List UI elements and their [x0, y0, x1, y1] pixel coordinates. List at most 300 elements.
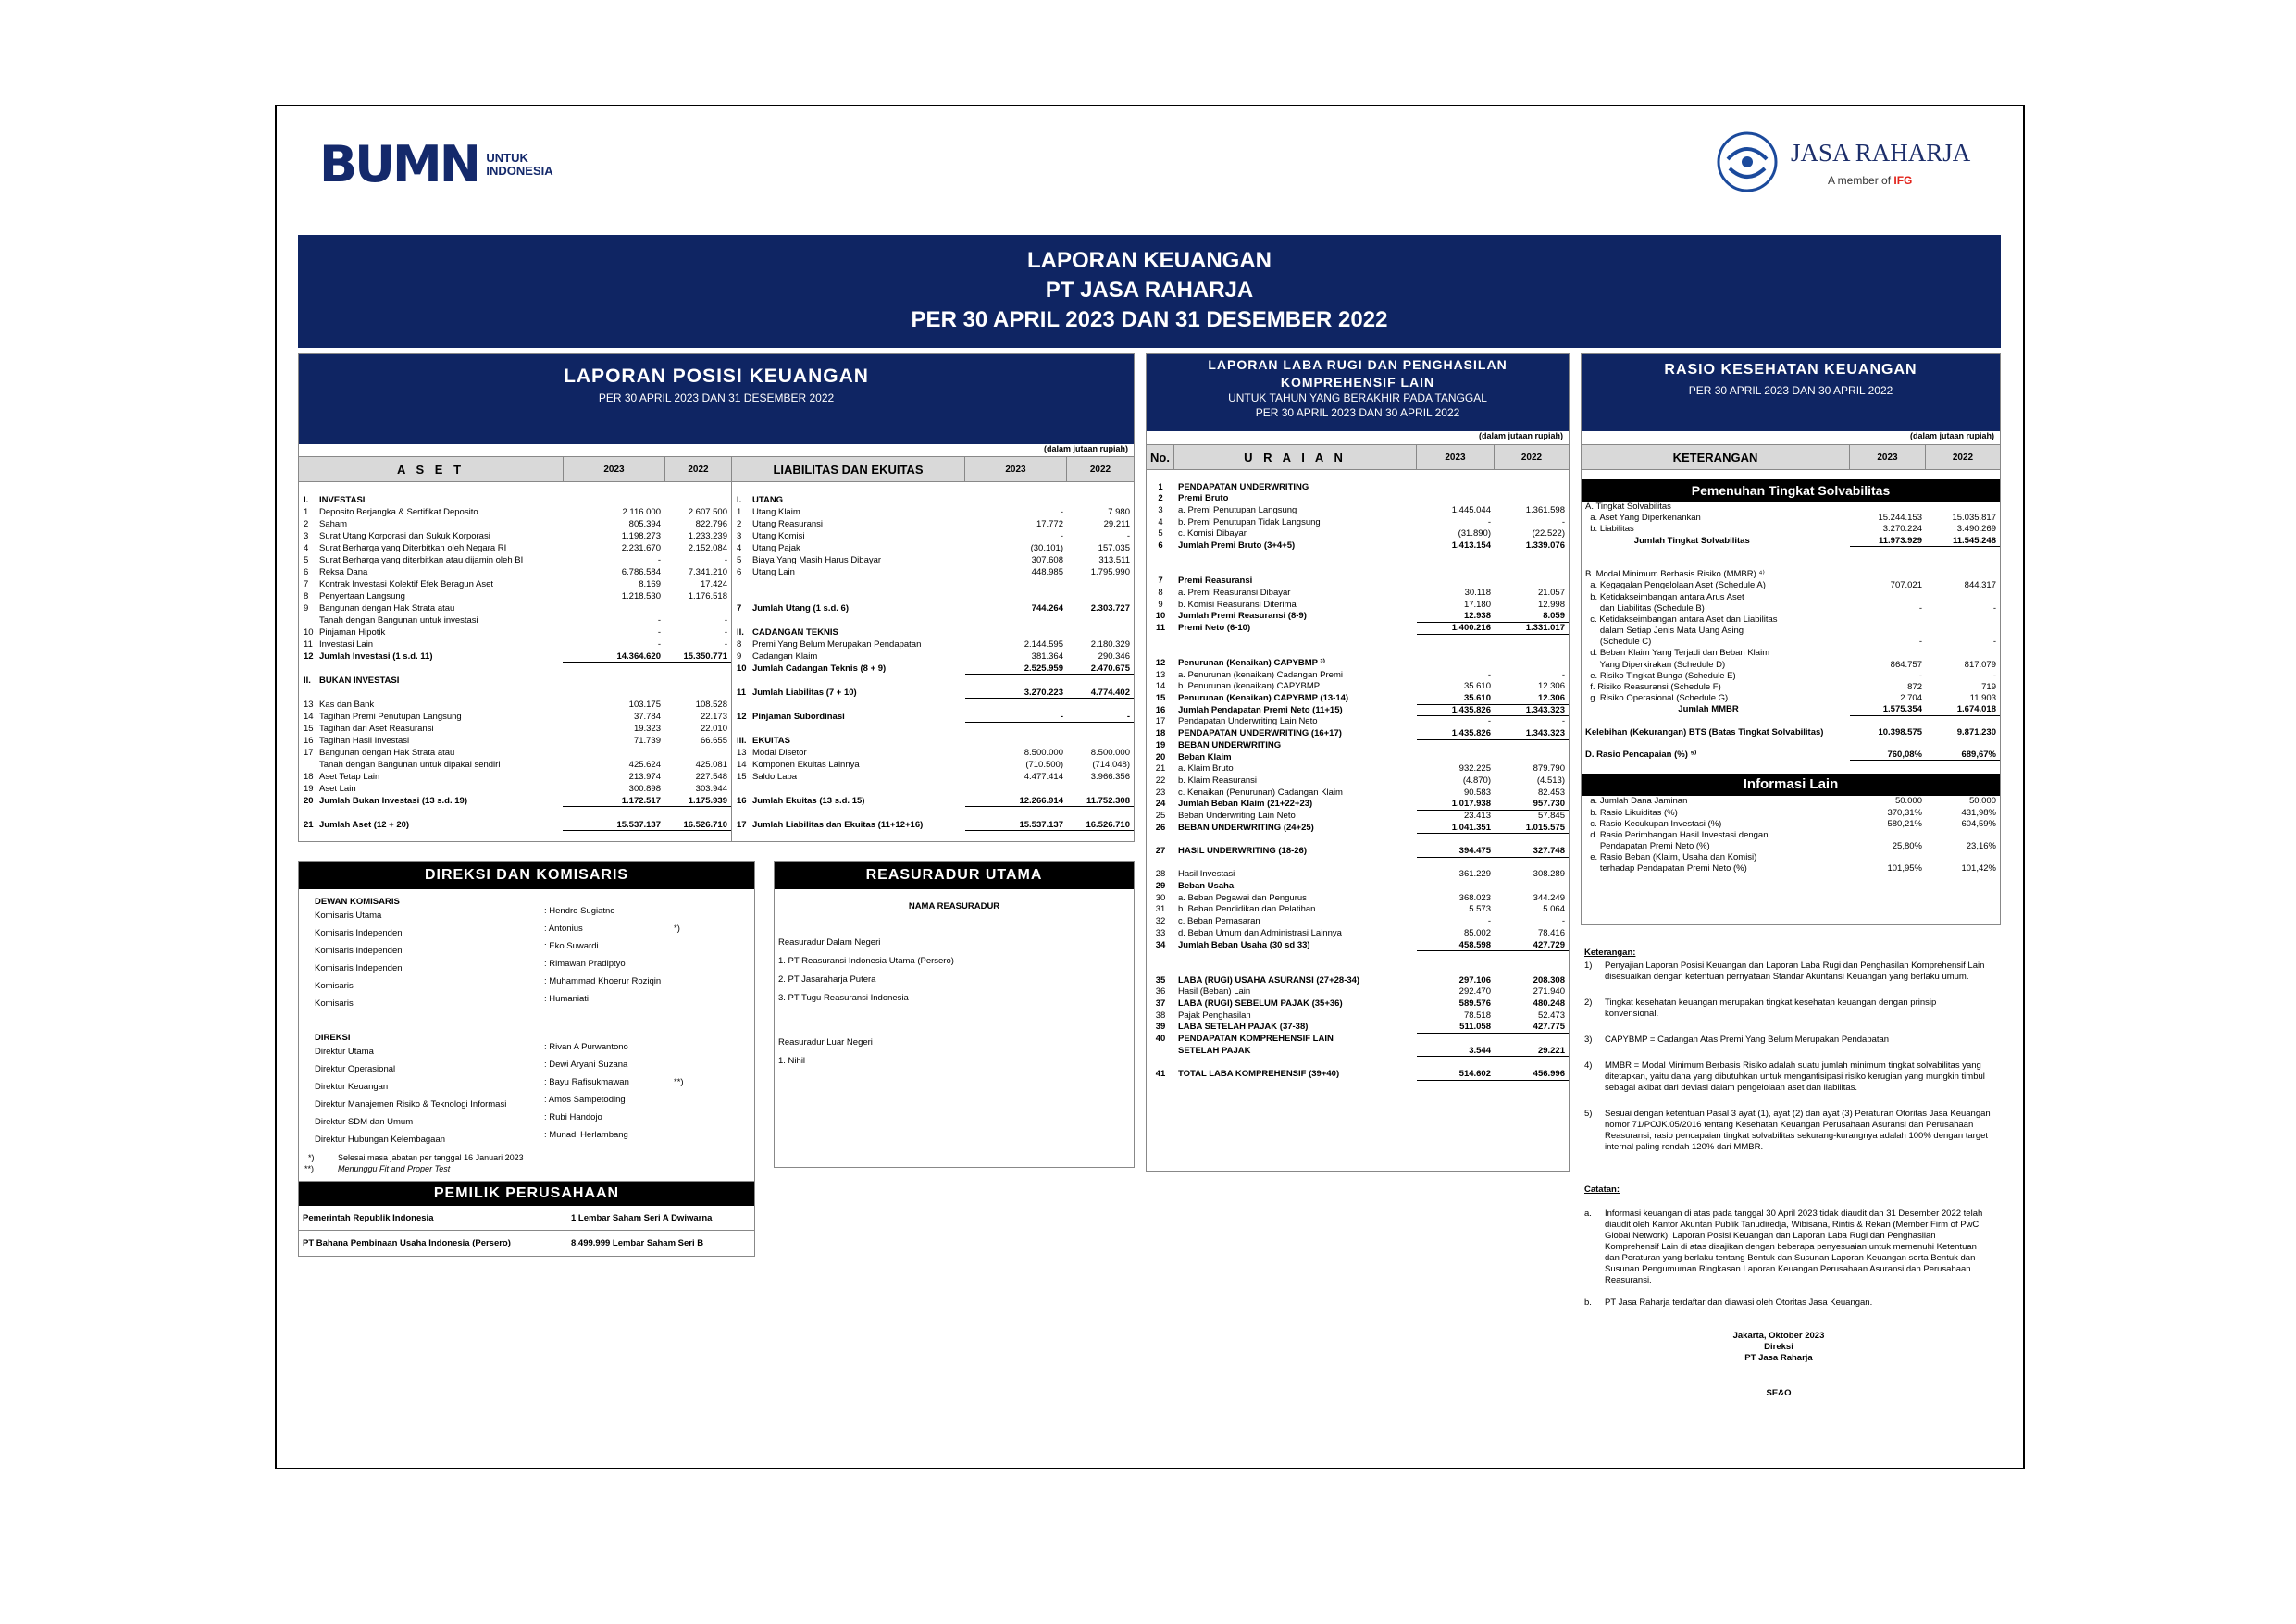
liabilitas-row-label: [749, 614, 965, 626]
aset-row-no: 17: [304, 748, 314, 758]
lr-row-value-2022: [1495, 564, 1569, 576]
lr-row-label: Jumlah Premi Reasuransi (8-9): [1178, 611, 1307, 622]
lpk-title: LAPORAN POSISI KEUANGAN: [564, 366, 869, 387]
pemilik-saham: 8.499.999 Lembar Saham Seri B: [571, 1238, 704, 1248]
liabilitas-row-no: II.: [737, 627, 744, 638]
rk-row-label: Jumlah Tingkat Solvabilitas: [1585, 535, 1750, 546]
lr-row-label: Hasil (Beban) Lain: [1178, 986, 1251, 998]
sign-place-date: Jakarta, Oktober 2023: [1732, 1331, 1825, 1341]
lr-row-value-2023: 30.118: [1464, 587, 1491, 598]
liabilitas-row-value-2022: 1.795.990: [1090, 567, 1130, 577]
lr-row-value-2023: 5.573: [1469, 904, 1491, 915]
lr-row: [1147, 728, 1569, 740]
lr-row: [1147, 998, 1569, 1010]
aset-row-value-2023: 15.537.137: [563, 819, 664, 831]
rk-row-label: a. Kegagalan Pengelolaan Aset (Schedule A): [1585, 580, 1766, 591]
lr-row-no: 35: [1155, 974, 1166, 986]
catatan-text: Informasi keuangan di atas pada tanggal 30 April 2023 tidak diaudit dan 31 Desember 2022 telah diaudit oleh Kantor Akuntan Publik Tanudiredja, Wibisana, Rintis & Rekan (Member Firm of PwC Global Network). Laporan Posisi Keuangan dan Laporan Laba Rugi dan Penghasilan Komprehensif Lain di atas disajikan dengan beberapa penyesuaian untuk memenuhi Ketentuan dan Peraturan yang berlaku tentang Bentuk dan Susunan Laporan Keuangan serta Bentuk dan Susunan Pengumuman Ringkasan Laporan Keuangan Perusahaan Asuransi dan Perusahaan Reasuransi.: [1605, 1209, 1983, 1285]
liabilitas-row-value-2023: [965, 723, 1067, 735]
aset-row-label: Aset Lain: [319, 784, 356, 794]
rk-row-value-2022: 23,16%: [1966, 841, 1996, 852]
pemilik-name: Pemerintah Republik Indonesia: [303, 1213, 434, 1223]
aset-row: [299, 614, 731, 626]
lr-row-value-2022: 29.221: [1495, 1046, 1569, 1058]
dk-position: Komisaris Independen: [315, 928, 403, 938]
lr-row: [1147, 799, 1569, 811]
lr-row-value-2022: 78.416: [1537, 927, 1565, 938]
rk-row-label: (Schedule C): [1585, 637, 1652, 648]
sign-company: PT Jasa Raharja: [1744, 1353, 1813, 1363]
seo-mark: SE&O: [1766, 1388, 1792, 1398]
lr-row: [1147, 681, 1569, 693]
rk-row-value-2022: [1926, 558, 2000, 569]
liabilitas-row-no: 1: [737, 507, 742, 517]
aset-row-value-2023: [563, 602, 664, 614]
aset-row-value-2023: [563, 675, 664, 687]
dk-row: [299, 1043, 754, 1060]
lr-row: [1147, 869, 1569, 881]
pemilik-saham: 1 Lembar Saham Seri A Dwiwarna: [571, 1213, 713, 1223]
lr-row: [1147, 576, 1569, 588]
keterangan-mark: 5): [1584, 1109, 1593, 1119]
reasuradur-dn-list: [778, 952, 1134, 1008]
aset-row-no: 13: [304, 700, 314, 710]
liabilitas-row-value-2023: [965, 783, 1067, 795]
footnote1-mark: *): [308, 1153, 315, 1162]
lr-row-value-2022: [1495, 834, 1569, 846]
lr-row-label: Hasil Investasi: [1178, 869, 1235, 880]
rk-row-label: g. Risiko Operasional (Schedule G): [1585, 693, 1729, 704]
lr-row: [1147, 951, 1569, 963]
lr-row-label: [1174, 951, 1417, 963]
lr-row-value-2023: 458.598: [1417, 940, 1495, 952]
liabilitas-row-value-2023: [965, 482, 1067, 494]
dk-person: : Muhammad Khoerur Roziqin: [544, 976, 662, 986]
lr-row-value-2022: 427.775: [1495, 1022, 1569, 1034]
rk-row: [1582, 626, 2000, 637]
liabilitas-row: [732, 723, 1134, 735]
lpk-unit: (dalam jutaan rupiah): [1043, 444, 1128, 453]
aset-row: [299, 530, 731, 542]
lr-row-label: TOTAL LABA KOMPREHENSIF (39+40): [1178, 1069, 1340, 1080]
keterangan-item: [1584, 998, 1992, 1020]
lr-subtitle2: PER 30 APRIL 2023 DAN 30 APRIL 2022: [1255, 406, 1460, 419]
aset-row-value-2022: 108.528: [695, 700, 727, 710]
aset-row-value-2023: 103.175: [628, 700, 661, 710]
bumn-sub1: UNTUK: [486, 151, 528, 165]
liabilitas-row: [732, 663, 1134, 675]
lr-row-no: [1147, 646, 1174, 658]
liabilitas-row: [732, 590, 1134, 602]
lr-row-value-2022: 427.729: [1495, 940, 1569, 952]
lr-row-value-2023: 394.475: [1417, 846, 1495, 858]
rk-unit: (dalam jutaan rupiah): [1909, 431, 1994, 440]
lr-row-no: 2: [1158, 493, 1163, 504]
lr-row-label: [1174, 646, 1417, 658]
liabilitas-row-value-2023: 3.270.223: [965, 687, 1067, 699]
lr-row-value-2023: 589.576: [1417, 998, 1495, 1010]
liabilitas-row-label: Jumlah Cadangan Teknis (8 + 9): [752, 663, 887, 674]
aset-row-no: 2: [304, 519, 309, 529]
dk-position: Direktur Operasional: [315, 1064, 396, 1074]
aset-row-value-2023: 2.231.670: [621, 543, 661, 553]
bumn-logo-text: BUMN: [319, 135, 478, 193]
lr-row: [1147, 1022, 1569, 1034]
informasi-lain-list: [1582, 796, 2000, 874]
aset-row-value-2023: [563, 807, 664, 819]
aset-row-label: [316, 807, 563, 819]
jasa-raharja-text: JASA RAHARJA: [1791, 139, 1971, 167]
lr-row-value-2022: [1495, 951, 1569, 963]
lr-row-label: Premi Neto (6-10): [1178, 622, 1251, 633]
liabilitas-row-value-2022: 157.035: [1098, 543, 1130, 553]
header-2022: 2022: [1089, 464, 1111, 475]
rk-row-value-2022: -: [1992, 602, 1996, 614]
rk-row-value-2023: 864.757: [1890, 659, 1922, 670]
aset-row-label: Tagihan Hasil Investasi: [319, 736, 410, 746]
rk-row: [1582, 830, 2000, 841]
reasuradur-ln-item: 1. Nihil: [778, 1056, 806, 1066]
aset-row-value-2022: 227.548: [695, 772, 727, 782]
keterangan-list: [1584, 961, 1992, 1153]
aset-row-label: Tagihan dari Aset Reasuransi: [319, 724, 434, 734]
liabilitas-row-value-2023: (710.500): [1025, 760, 1063, 770]
aset-row-label: BUKAN INVESTASI: [319, 676, 400, 686]
aset-row-no: [299, 759, 316, 771]
catatan-title: Catatan:: [1584, 1184, 1620, 1195]
header-liabilitas: LIABILITAS DAN EKUITAS: [732, 457, 965, 481]
lr-row-no: 4: [1158, 516, 1163, 527]
rk-row-value-2023: -: [1918, 670, 1922, 681]
aset-row-value-2023: -: [657, 555, 661, 565]
lr-row-label: BEBAN UNDERWRITING (24+25): [1178, 822, 1314, 833]
lr-row-no: 31: [1155, 904, 1166, 915]
dk-position: Komisaris Independen: [315, 946, 403, 956]
liabilitas-row-no: 11: [737, 688, 747, 698]
aset-row-value-2023: 37.784: [633, 712, 661, 722]
lr-row-value-2023: [1417, 740, 1495, 752]
dk-person: : Hendro Sugiatno: [544, 906, 615, 916]
lr-row-no: 21: [1155, 763, 1166, 775]
aset-row-value-2023: [563, 482, 664, 494]
lr-row: [1147, 858, 1569, 870]
lr-row-no: [1147, 1046, 1174, 1058]
aset-row-label: Reksa Dana: [319, 567, 368, 577]
aset-list: [299, 482, 732, 842]
lr-row-value-2023: [1417, 552, 1495, 564]
liabilitas-row-value-2023: [965, 699, 1067, 711]
liabilitas-row-value-2023: 307.608: [1031, 555, 1063, 565]
lr-row-no: 9: [1158, 599, 1163, 610]
liabilitas-row-value-2022: [1067, 807, 1134, 819]
lr-row-value-2022: 12.306: [1537, 681, 1565, 692]
liabilitas-row-no: 16: [737, 796, 747, 806]
direksi-komisaris: [298, 861, 755, 1194]
lr-row-value-2023: (4.870): [1462, 775, 1491, 786]
keterangan-section: [1584, 948, 1992, 1447]
lr-row-value-2023: [1417, 963, 1495, 975]
lr-row: [1147, 564, 1569, 576]
lr-row-value-2023: 1.017.938: [1417, 799, 1495, 811]
liabilitas-row-value-2022: [1067, 675, 1134, 687]
liabilitas-row: [732, 638, 1134, 651]
lr-row-value-2022: -: [1561, 669, 1565, 680]
jasa-raharja-logo: [1717, 131, 1985, 196]
lr-row-no: 22: [1155, 775, 1166, 786]
aset-row-value-2022: 1.176.518: [688, 591, 727, 601]
liabilitas-row-value-2023: 15.537.137: [965, 819, 1067, 831]
lr-row-value-2023: [1417, 881, 1495, 893]
liabilitas-row: [732, 530, 1134, 542]
dk-position: Direktur Hubungan Kelembagaan: [315, 1134, 446, 1145]
liabilitas-row: [732, 506, 1134, 518]
aset-row-no: 12: [304, 651, 314, 662]
lr-row-value-2023: 23.413: [1463, 810, 1491, 821]
rk-row-value-2023: 580,21%: [1887, 818, 1922, 829]
footnote2-mark: **): [304, 1164, 315, 1173]
lr-row-label: b. Penurunan (kenaikan) CAPYBMP: [1178, 681, 1321, 692]
aset-row-label: Surat Berharga yang Diterbitkan oleh Negara RI: [319, 543, 507, 553]
aset-row: [299, 807, 731, 819]
rk-row-value-2023: [1850, 716, 1926, 727]
lr-row: [1147, 1069, 1569, 1081]
lr-row-no: 16: [1155, 704, 1166, 715]
liabilitas-row-value-2023: [965, 614, 1067, 626]
lr-row-label: b. Klaim Reasuransi: [1178, 775, 1258, 786]
aset-row-no: 15: [304, 724, 314, 734]
liabilitas-row-value-2022: [1067, 735, 1134, 747]
liabilitas-row: [732, 699, 1134, 711]
dk-position: Direktur Utama: [315, 1047, 374, 1057]
rk-row-value-2022: -: [1992, 637, 1996, 648]
rk-row: [1582, 603, 2000, 614]
liabilitas-row-label: Pinjaman Subordinasi: [752, 712, 845, 722]
rk-row-value-2023: 11.973.929: [1850, 536, 1926, 547]
dk-person: : Rivan A Purwantono: [544, 1042, 628, 1052]
lr-row: [1147, 1057, 1569, 1069]
lr-row-value-2022: [1495, 752, 1569, 764]
dk-position: Direktur Manajemen Risiko & Teknologi Informasi: [315, 1099, 507, 1110]
lr-row-value-2023: 90.583: [1463, 787, 1491, 798]
aset-row-label: Bangunan dengan Hak Strata atau: [319, 748, 455, 758]
lr-row: [1147, 611, 1569, 623]
lr-row-value-2023: [1417, 493, 1495, 505]
liabilitas-row-no: [732, 614, 749, 626]
lr-row: [1147, 823, 1569, 835]
lr-unit: (dalam jutaan rupiah): [1478, 431, 1563, 440]
rk-row-label: c. Ketidakseimbangan antara Aset dan Liabilitas: [1585, 614, 1778, 625]
liabilitas-row-value-2023: 2.525.959: [965, 663, 1067, 675]
rk-row-value-2023: 872: [1907, 682, 1922, 692]
lr-row-label: Jumlah Beban Klaim (21+22+23): [1178, 799, 1313, 810]
dk-person: : Dewi Aryani Suzana: [544, 1060, 628, 1070]
aset-row: [299, 771, 731, 783]
rk-row: [1582, 637, 2000, 648]
liabilitas-row-no: 3: [737, 531, 742, 541]
lr-row-value-2022: 344.249: [1533, 892, 1565, 903]
liabilitas-row-value-2023: 12.266.914: [965, 795, 1067, 807]
lr-row-value-2023: [1417, 635, 1495, 647]
aset-row-label: Surat Utang Korporasi dan Sukuk Korporasi: [319, 531, 490, 541]
rk-row-label: terhadap Pendapatan Premi Neto (%): [1585, 863, 1747, 874]
rk-title: RASIO KESEHATAN KEUANGAN: [1664, 362, 1917, 378]
aset-row-value-2023: 8.169: [639, 579, 661, 589]
lr-row-value-2022: [1495, 493, 1569, 505]
catatan-item: [1584, 1297, 1992, 1308]
pemilik-row: [299, 1206, 754, 1231]
lr-row: [1147, 834, 1569, 846]
liabilitas-row-label: [749, 783, 965, 795]
lr-row-value-2022: 5.064: [1543, 904, 1565, 915]
rk-row: [1582, 513, 2000, 524]
pemilik-name: PT Bahana Pembinaan Usaha Indonesia (Persero): [303, 1238, 511, 1248]
liabilitas-row-value-2022: 8.500.000: [1090, 748, 1130, 758]
rk-row-label: b. Liabilitas: [1585, 524, 1634, 535]
liabilitas-row-no: [732, 590, 749, 602]
liabilitas-row-label: Premi Yang Belum Merupakan Pendapatan: [752, 639, 922, 650]
lr-row: [1147, 635, 1569, 647]
aset-row-no: 19: [304, 784, 314, 794]
rk-row-label: b. Ketidakseimbangan antara Arus Aset: [1585, 591, 1744, 602]
lr-row-no: 5: [1158, 528, 1163, 539]
aset-row-value-2022: 17.424: [700, 579, 727, 589]
lr-row-value-2023: [1417, 951, 1495, 963]
main-title-line2: PT JASA RAHARJA: [1045, 278, 1254, 303]
lr-row-no: [1147, 951, 1174, 963]
lr-row-no: 41: [1155, 1069, 1166, 1080]
keterangan-text: Sesuai dengan ketentuan Pasal 3 ayat (1), ayat (2) dan ayat (3) Peraturan Otoritas Jasa Keuangan nomor 71/POJK.05/2016 tentang Kesehatan Keuangan Perusahaan Asuransi dan Perusahaan Reasuransi, rasio pencapaian tingkat solvabilitas sekurang-kurangnya adalah 100% dengan target internal paling rendah 120% dari MMBR.: [1605, 1109, 1991, 1152]
header-2023: 2023: [1850, 445, 1926, 469]
main-title-line3: PER 30 APRIL 2023 DAN 31 DESEMBER 2022: [911, 307, 1388, 332]
lr-row: [1147, 740, 1569, 752]
rk-row: [1582, 502, 2000, 513]
rk-row-value-2023: 25,80%: [1892, 841, 1922, 852]
liabilitas-row: [732, 807, 1134, 819]
dk-row: [299, 942, 754, 960]
reasuradur-dn-item: 2. PT Jasaraharja Putera: [778, 974, 876, 985]
rk-row-value-2022: -: [1992, 670, 1996, 681]
lr-row: [1147, 811, 1569, 823]
aset-row: [299, 747, 731, 759]
lr-row-no: 36: [1155, 986, 1166, 998]
aset-row-value-2022: 7.341.210: [688, 567, 727, 577]
rk-row-value-2023: [1850, 547, 1926, 558]
liabilitas-row-value-2022: [1067, 626, 1134, 638]
lr-row-no: 26: [1155, 822, 1166, 833]
jasa-raharja-emblem-icon: [1717, 131, 1778, 192]
rk-row: [1582, 841, 2000, 852]
lr-row-value-2022: [1495, 740, 1569, 752]
lr-row-value-2022: 208.308: [1495, 975, 1569, 987]
lr-row-value-2022: [1495, 470, 1569, 482]
liabilitas-row: [732, 518, 1134, 530]
rk-row-value-2022: 50.000: [1968, 796, 1996, 807]
liabilitas-row-label: Komponen Ekuitas Lainnya: [752, 760, 860, 770]
lr-row-value-2022: 57.845: [1537, 810, 1565, 821]
rk-row-value-2022: [1926, 648, 2000, 659]
direksi-label: DIREKSI: [315, 1033, 351, 1043]
aset-row-no: 8: [304, 591, 309, 601]
rk-row-value-2022: [1926, 852, 2000, 863]
rk-row: [1582, 558, 2000, 569]
dk-row: [299, 1078, 754, 1096]
lr-row-value-2022: 52.473: [1537, 1010, 1565, 1021]
liabilitas-row-label: [749, 699, 965, 711]
rk-row-value-2023: 1.575.354: [1850, 704, 1926, 715]
lr-row-no: 27: [1155, 846, 1166, 856]
lr-row-no: 17: [1155, 716, 1166, 727]
rk-row-value-2022: 11.903: [1969, 693, 1996, 704]
lr-row-no: 7: [1158, 576, 1163, 587]
aset-row: [299, 518, 731, 530]
aset-row: [299, 795, 731, 807]
aset-row-value-2022: 1.233.239: [688, 531, 727, 541]
rk-row-value-2022: [1926, 626, 2000, 637]
dk-position: Komisaris: [315, 998, 354, 1009]
lr-row-value-2022: [1495, 482, 1569, 494]
lr-row-label: a. Premi Reasuransi Dibayar: [1178, 587, 1291, 598]
aset-row-label: Tanah dengan Bangunan untuk investasi: [319, 615, 478, 626]
rk-row-value-2023: 3.270.224: [1882, 524, 1922, 535]
lr-row-value-2023: [1417, 858, 1495, 870]
lr-row-value-2023: 1.435.826: [1417, 728, 1495, 740]
lr-row: [1147, 670, 1569, 682]
lr-row-value-2022: 327.748: [1495, 846, 1569, 858]
lr-row-value-2022: [1495, 635, 1569, 647]
liabilitas-row-label: Utang Klaim: [752, 507, 800, 517]
lr-row: [1147, 916, 1569, 928]
rk-row-label: c. Rasio Kecukupan Investasi (%): [1585, 818, 1722, 829]
aset-row-value-2022: [664, 663, 731, 675]
lr-row-value-2023: 932.225: [1458, 763, 1491, 775]
lr-row-value-2022: 308.289: [1533, 869, 1565, 880]
liabilitas-row-no: 17: [737, 820, 747, 830]
rk-row-label: A. Tingkat Solvabilitas: [1585, 502, 1671, 512]
lr-row-label: LABA (RUGI) SEBELUM PAJAK (35+36): [1178, 998, 1343, 1009]
rk-row-label: [1582, 547, 1850, 558]
rk-row-value-2023: [1850, 648, 1926, 659]
reasuradur-dn-item: 3. PT Tugu Reasuransi Indonesia: [778, 993, 909, 1003]
aset-row-value-2022: 15.350.771: [664, 651, 731, 663]
rk-row: [1582, 693, 2000, 704]
lr-row: [1147, 928, 1569, 940]
rk-row-value-2022: [1926, 569, 2000, 580]
reasuradur-utama: [774, 861, 1135, 1168]
lr-row-label: a. Beban Pegawai dan Pengurus: [1178, 892, 1307, 903]
dk-note: **): [674, 1077, 684, 1087]
aset-row-no: 20: [304, 796, 314, 806]
lr-row-value-2022: [1495, 658, 1569, 670]
lr-row-value-2022: [1495, 963, 1569, 975]
lr-row-value-2022: 1.343.323: [1495, 705, 1569, 717]
liabilitas-row-no: [732, 699, 749, 711]
rk-row-label: Jumlah MMBR: [1585, 704, 1739, 715]
rk-row: [1582, 819, 2000, 830]
aset-row-value-2023: 1.172.517: [563, 795, 664, 807]
aset-row-value-2023: [563, 663, 664, 675]
lr-row-label: Jumlah Pendapatan Premi Neto (11+15): [1178, 704, 1343, 715]
dk-person: : Rimawan Pradiptyo: [544, 959, 626, 969]
liabilitas-row-label: Cadangan Klaim: [752, 651, 818, 662]
liabilitas-row: [732, 771, 1134, 783]
lr-row-value-2022: 1.015.575: [1495, 823, 1569, 835]
liabilitas-row-label: [749, 807, 965, 819]
aset-row-no: [299, 614, 316, 626]
lr-row-label: c. Beban Pemasaran: [1178, 916, 1260, 927]
aset-row-no: 18: [304, 772, 314, 782]
liabilitas-row-label: Saldo Laba: [752, 772, 798, 782]
ru-title: REASURADUR UTAMA: [775, 862, 1134, 889]
